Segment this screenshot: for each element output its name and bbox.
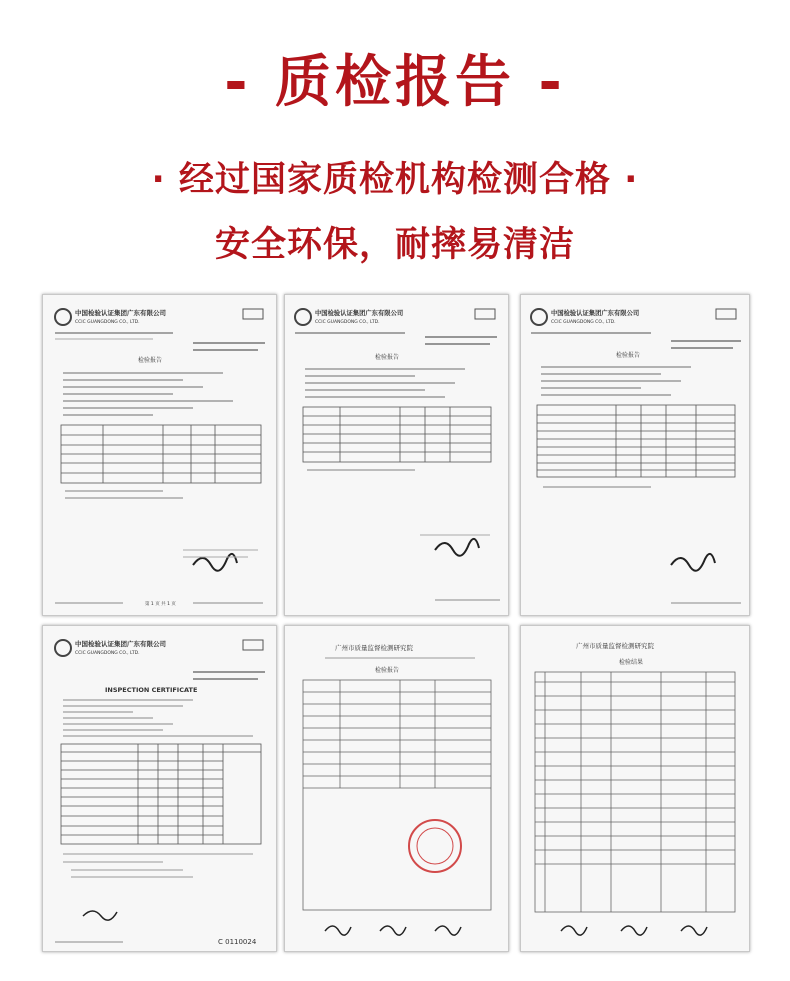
doc6-heading: 检验结果 [619,659,644,666]
doc4-heading: INSPECTION CERTIFICATE [105,686,198,694]
certificate-image-6 [520,625,750,952]
doc6-org: 广州市质量监督检测研究院 [576,642,654,650]
doc3-org: 中国检验认证集团广东有限公司 [551,310,640,317]
doc1-footer: 第 1 页 共 1 页 [145,602,176,607]
doc2-heading: 检验报告 [375,354,400,361]
doc2-org-en: CCIC GUANGDONG CO., LTD. [315,320,380,325]
doc5-org: 广州市质量监督检测研究院 [335,644,413,652]
certificate-scan-3 [521,295,749,615]
doc4-footer-no: C 0110024 [218,938,257,946]
doc3-heading: 检验报告 [616,352,641,359]
subtitle-certified: · 经过国家质检机构检测合格 · [151,160,639,200]
certificate-image-4 [42,625,277,952]
certificate-scan-2 [285,295,508,615]
certificate-image-5 [284,625,509,952]
page-title: - 质检报告 - [224,50,566,115]
doc5-heading: 检验报告 [375,667,400,674]
certificate-scan-4 [43,626,276,951]
doc1-org-en: CCIC GUANGDONG CO., LTD. [75,320,140,325]
certificate-scan-1 [43,295,276,615]
subtitle-features: 安全环保，耐摔易清洁 [214,225,575,265]
certificate-image-1 [42,294,277,616]
doc4-org: 中国检验认证集团广东有限公司 [75,640,166,648]
doc1-heading: 检验报告 [138,357,163,364]
certificate-scan-6 [521,626,749,951]
doc4-org-en: CCIC GUANGDONG CO., LTD. [75,651,140,656]
doc2-org: 中国检验认证集团广东有限公司 [315,310,404,317]
certificate-image-3 [520,294,750,616]
certificate-scan-5 [285,626,508,951]
doc1-org: 中国检验认证集团广东有限公司 [75,309,166,317]
doc3-org-en: CCIC GUANGDONG CO., LTD. [551,320,616,325]
certificate-image-2 [284,294,509,616]
